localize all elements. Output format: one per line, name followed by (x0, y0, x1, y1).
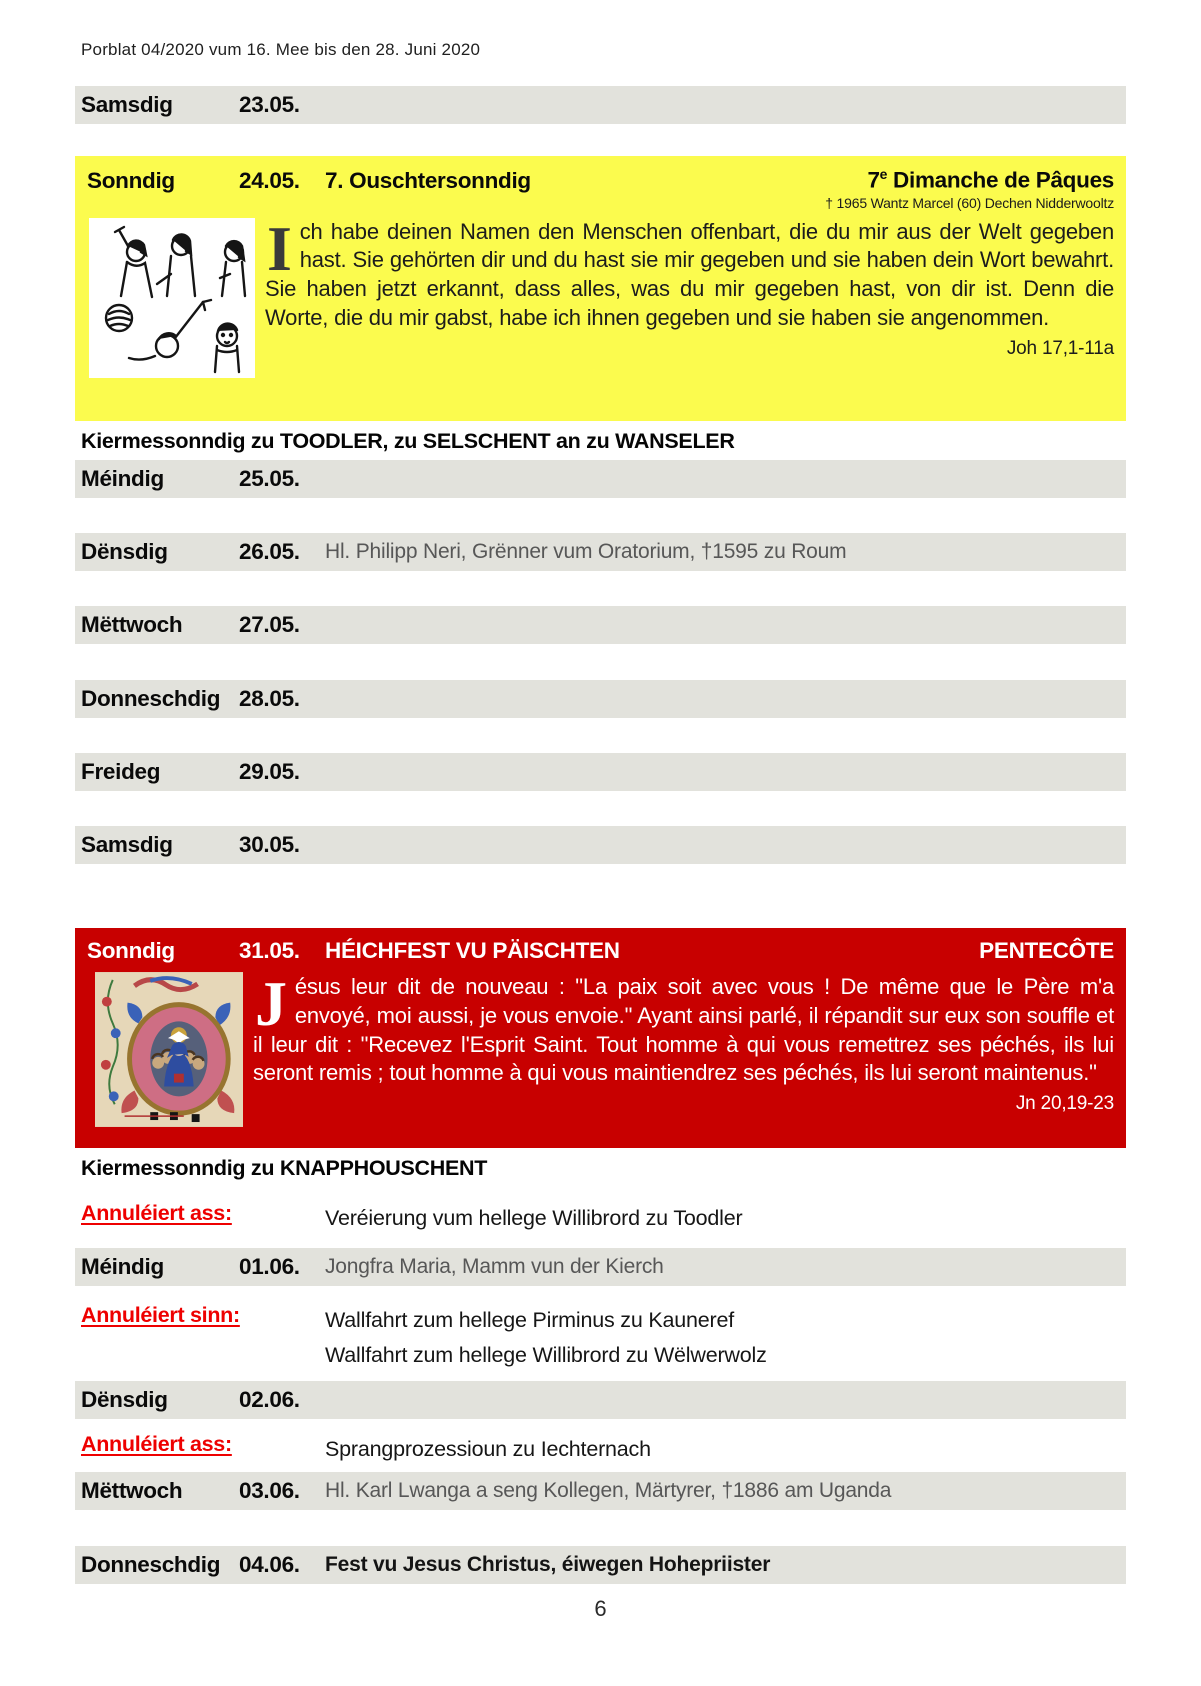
cancelled-row-2 (75, 1303, 1126, 1372)
feast-ordinal: 7 (867, 167, 880, 193)
gospel-text: ch habe deinen Namen den Menschen offenbart, die du mir aus der Welt gegeben hast. Sie gehörten dir und du hast sie mir gegeben und sie haben dein Wort bewahrt. Sie haben jetzt erkannt, dass alles, was du mir gegeben hast, von dir ist. Denn die Worte, die du mir gabst, habe ich ihnen gegeben und sie haben sie angenommen. (265, 218, 1114, 330)
day-row-0106 (75, 1248, 1126, 1286)
day-name: Mëttwoch (81, 612, 183, 637)
day-date: 26.05. (239, 539, 300, 564)
sunday-pentecost-block (75, 928, 1126, 1148)
day-date: 04.06. (239, 1551, 300, 1577)
page-number: 6 (594, 1595, 607, 1621)
day-name: Sonndig (87, 167, 175, 193)
day-date: 03.06. (239, 1477, 300, 1503)
gospel-paragraph-french (253, 968, 1114, 1128)
cancelled-row-1 (75, 1201, 1126, 1235)
page-title: Porblat 04/2020 vum 16. Mee bis den 28. Juni 2020 (81, 40, 481, 59)
illuminated-initial-svg (95, 971, 243, 1128)
kiermess-note-2: Kiermessonndig zu KNAPPHOUSCHENT (81, 1156, 488, 1180)
kiermess-note-1: Kiermessonndig zu TOODLER, zu SELSCHENT an zu WANSELER (81, 429, 735, 453)
day-name: Donneschdig (81, 686, 221, 711)
gospel-paragraph-german (265, 212, 1114, 378)
day-date: 27.05. (239, 612, 300, 637)
scripture-citation: Jn 20,19-23 (1015, 1093, 1114, 1115)
day-row-2505 (75, 460, 1126, 498)
day-name: Samsdig (81, 832, 173, 857)
day-date: 31.05. (239, 938, 300, 963)
dropcap-letter: I (267, 212, 292, 284)
day-row-2805 (75, 680, 1126, 718)
day-date: 01.06. (239, 1254, 300, 1280)
day-name: Méindig (81, 466, 164, 491)
day-detail: Fest vu Jesus Christus, éiwegen Hohepriister (325, 1552, 771, 1576)
memorial-line: † 1965 Wantz Marcel (60) Dechen Nidderwooltz (825, 194, 1114, 211)
day-name: Sonndig (87, 938, 175, 963)
dropcap-letter: J (255, 968, 287, 1039)
disciples-illustration (89, 218, 255, 378)
day-name: Dënsdig (81, 539, 168, 564)
cancelled-event-line1: Wallfahrt zum hellege Pirminus zu Kauneref (325, 1308, 735, 1333)
day-date: 02.06. (239, 1387, 300, 1413)
day-date: 24.05. (239, 167, 300, 193)
day-date: 29.05. (239, 759, 300, 784)
disciples-drawing-svg (89, 218, 255, 378)
gospel-text: ésus leur dit de nouveau : "La paix soit avec vous ! De même que le Père m'a envoyé, moi aussi, je vous envoie." Ayant ainsi parlé, il répandit sur eux son souffle et il leur dit : "Recevez l'Esprit Saint. Tout homme à qui vous remettrez ses péchés, ils lui seront remis ; tout homme à qui vous maintiendrez ses péchés, ils lui seront maintenus." (253, 974, 1114, 1086)
day-row-2605 (75, 533, 1126, 571)
cancelled-event-line2: Wallfahrt zum hellege Willibrord zu Wëlwerwolz (325, 1342, 767, 1367)
day-date: 28.05. (239, 686, 300, 711)
sunday-pentecost-content (87, 968, 1114, 1128)
cancelled-label: Annuléiert ass: (81, 1201, 232, 1225)
feast-ordinal-sup: e (879, 166, 888, 182)
day-date: 25.05. (239, 466, 300, 491)
day-name: Donneschdig (81, 1551, 221, 1577)
day-row-2905 (75, 753, 1126, 791)
day-detail: Hl. Philipp Neri, Grënner vum Oratorium, †1595 zu Roum (325, 540, 847, 563)
cancelled-label: Annuléiert ass: (81, 1432, 232, 1457)
sunday-easter-content (87, 212, 1114, 378)
scripture-citation: Joh 17,1-11a (1006, 337, 1114, 359)
cancelled-events (325, 1303, 767, 1372)
feast-title-rest: Dimanche de Pâques (887, 167, 1114, 193)
cancelled-row-3 (75, 1432, 1126, 1466)
day-name: Dënsdig (81, 1387, 168, 1413)
day-detail: Hl. Karl Lwanga a seng Kollegen, Märtyrer, †1886 am Uganda (325, 1478, 892, 1502)
day-name: Mëttwoch (81, 1477, 183, 1503)
feast-title: 7. Ouschtersonndig (325, 167, 531, 193)
feast-title-french (867, 166, 1114, 194)
day-row-2705 (75, 606, 1126, 644)
day-date: 30.05. (239, 832, 300, 857)
day-name: Méindig (81, 1254, 164, 1280)
day-row-0206 (75, 1381, 1126, 1419)
day-name: Freideg (81, 759, 161, 784)
cancelled-event: Veréierung vum hellege Willibrord zu Toodler (325, 1206, 743, 1230)
day-date: 23.05. (239, 92, 300, 117)
sunday-easter-block (75, 156, 1126, 421)
sunday-easter-header (87, 166, 1114, 194)
day-name: Samsdig (81, 92, 173, 117)
cancelled-label: Annuléiert sinn: (81, 1303, 240, 1328)
page-content (75, 0, 1126, 1622)
cancelled-event: Sprangprozessioun zu Iechternach (325, 1437, 651, 1462)
feast-title: HÉICHFEST VU PÄISCHTEN (325, 938, 620, 963)
day-detail: Jongfra Maria, Mamm vun der Kierch (325, 1255, 664, 1279)
day-row-3005 (75, 826, 1126, 864)
sunday-pentecost-header (87, 938, 1114, 964)
day-row-2305 (75, 86, 1126, 124)
day-row-0306 (75, 1472, 1126, 1510)
pentecost-illumination (95, 971, 243, 1128)
feast-title-french: PENTECÔTE (979, 938, 1114, 963)
day-row-0406 (75, 1546, 1126, 1584)
